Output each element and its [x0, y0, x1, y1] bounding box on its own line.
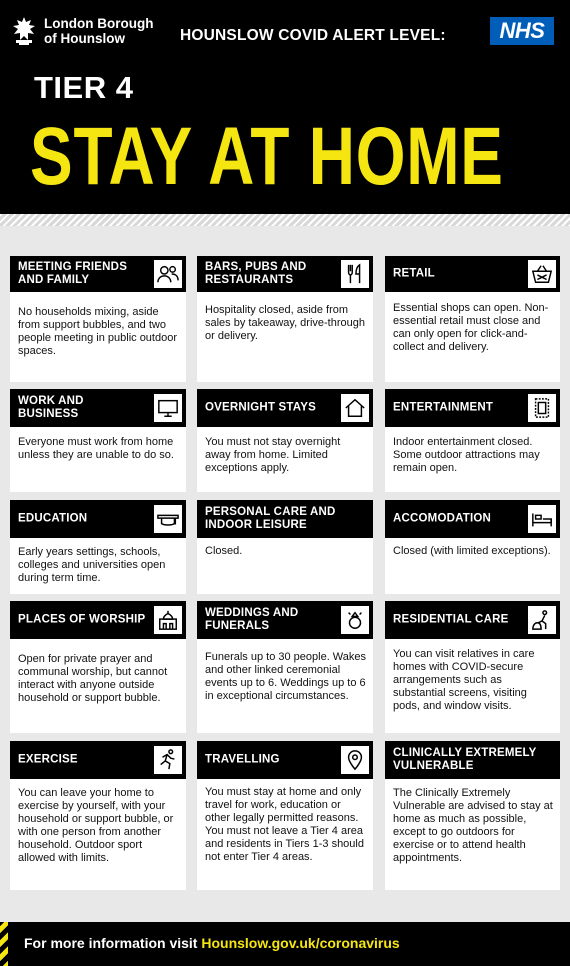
- rule-card-title: EDUCATION: [18, 512, 88, 525]
- council-name-line2: of Hounslow: [44, 31, 125, 46]
- rule-card: [385, 741, 560, 890]
- rule-card-text: Everyone must work from home unless they are unable to do so.: [18, 436, 174, 461]
- rule-card-header: [385, 256, 560, 292]
- hazard-stripe: [0, 214, 570, 226]
- ring-icon: [341, 606, 369, 634]
- rule-card-text: Hospitality closed, aside from sales by takeaway, drive-through or delivery.: [205, 304, 365, 342]
- rule-card: [385, 389, 560, 492]
- header-banner: [0, 0, 570, 222]
- rule-card-text: Funerals up to 30 people. Wakes and other linked ceremonial events up to 6. Weddings up to 6 in exceptional circumstances.: [205, 651, 367, 702]
- rule-card-title: BARS, PUBS AND RESTAURANTS: [205, 261, 307, 286]
- rule-card-header: [10, 500, 186, 538]
- alert-level-label: HOUNSLOW COVID ALERT LEVEL:: [180, 27, 446, 44]
- footer-hazard-stripe: [0, 922, 8, 966]
- rule-card-header: [385, 741, 560, 779]
- rule-card-text: The Clinically Extremely Vulnerable are advised to stay at home as much as possible, except to go outdoors for exercise or to attend health appointments.: [393, 787, 553, 864]
- rule-card: [385, 500, 560, 594]
- rule-card: [197, 500, 373, 594]
- rule-card-text: Closed (with limited exceptions).: [393, 545, 551, 557]
- ticket-icon: [528, 394, 556, 422]
- rule-card: [197, 389, 373, 492]
- rule-card-text: You can leave your home to exercise by yourself, with your household or support bubble, or with one person from another household. Outdoor sport allowed with limits.: [18, 787, 174, 864]
- footer-link[interactable]: Hounslow.gov.uk/coronavirus: [201, 935, 400, 951]
- rule-card: [10, 389, 186, 492]
- rule-card-text: You must stay at home and only travel for work, education or other legally permitted reasons. You must not leave a Tier 4 area and residents in Tiers 1-3 should not enter Tier 4 areas.: [205, 786, 364, 863]
- rule-card-header: [385, 601, 560, 639]
- council-name-line1: London Borough: [44, 16, 154, 31]
- rule-card-title: WEDDINGS AND FUNERALS: [205, 607, 299, 632]
- care-icon: [528, 606, 556, 634]
- rule-card-title: RETAIL: [393, 267, 435, 280]
- rule-card: [385, 601, 560, 733]
- place-of-worship-icon: [154, 606, 182, 634]
- rule-card-header: [385, 500, 560, 538]
- rule-card-title: MEETING FRIENDS AND FAMILY: [18, 261, 128, 286]
- rule-card-text: Early years settings, schools, colleges and universities open during term time.: [18, 546, 166, 584]
- rule-card-text: Closed.: [205, 545, 243, 557]
- rule-card-header: [197, 741, 373, 779]
- rule-card: [385, 256, 560, 382]
- rule-card-header: [197, 601, 373, 639]
- footer-text: [24, 935, 400, 951]
- footer-banner: [0, 922, 570, 966]
- rule-card-text: Open for private prayer and communal worship, but cannot interact with anyone outside household or support bubble.: [18, 653, 168, 704]
- rule-card-header: [10, 601, 186, 639]
- house-icon: [341, 394, 369, 422]
- graduation-cap-icon: [154, 505, 182, 533]
- rule-card-title: EXERCISE: [18, 753, 78, 766]
- rule-card-title: PERSONAL CARE AND INDOOR LEISURE: [205, 506, 336, 531]
- footer-prefix: For more information visit: [24, 935, 202, 951]
- cutlery-icon: [341, 260, 369, 288]
- rule-card-header: [385, 389, 560, 427]
- tier-label: TIER 4: [34, 70, 134, 105]
- rule-card: [197, 256, 373, 382]
- rule-card-text: Essential shops can open. Non-essential retail must close and can only open for click-and-collect and delivery.: [393, 302, 549, 353]
- headline: STAY AT HOME: [30, 111, 504, 202]
- basket-icon: [528, 260, 556, 288]
- rule-card-title: CLINICALLY EXTREMELY VULNERABLE: [393, 747, 537, 772]
- rule-card-header: [10, 389, 186, 427]
- rule-card: [10, 601, 186, 733]
- rule-card-text: You must not stay overnight away from home. Limited exceptions apply.: [205, 436, 341, 474]
- rule-card-title: ENTERTAINMENT: [393, 401, 494, 414]
- rule-card-title: ACCOMODATION: [393, 512, 492, 525]
- rule-card-title: OVERNIGHT STAYS: [205, 401, 316, 414]
- rule-card-header: [10, 256, 186, 292]
- rule-card: [10, 741, 186, 890]
- location-pin-icon: [341, 746, 369, 774]
- rule-card-header: [197, 256, 373, 292]
- rule-card-title: TRAVELLING: [205, 753, 280, 766]
- rule-card-text: Indoor entertainment closed. Some outdoor attractions may remain open.: [393, 436, 540, 474]
- monitor-icon: [154, 394, 182, 422]
- rule-card: [10, 500, 186, 594]
- rule-card-title: WORK AND BUSINESS: [18, 395, 84, 420]
- rule-card-title: PLACES OF WORSHIP: [18, 613, 146, 626]
- rule-card-header: [197, 389, 373, 427]
- rule-card: [197, 601, 373, 733]
- people-icon: [154, 260, 182, 288]
- nhs-logo: NHS: [490, 17, 554, 45]
- running-icon: [154, 746, 182, 774]
- rule-card-text: You can visit relatives in care homes with COVID-secure arrangements such as substantial screens, visiting pods, and window visits.: [393, 648, 535, 712]
- rule-card-header: [10, 741, 186, 779]
- rule-card: [10, 256, 186, 382]
- crest-icon: [10, 16, 38, 46]
- rule-card-text: No households mixing, aside from support bubbles, and two people meeting in public outdoor spaces.: [18, 306, 178, 357]
- council-logo: [10, 16, 153, 46]
- rule-card-title: RESIDENTIAL CARE: [393, 613, 509, 626]
- rule-card-header: [197, 500, 373, 538]
- rule-card: [197, 741, 373, 890]
- bed-icon: [528, 505, 556, 533]
